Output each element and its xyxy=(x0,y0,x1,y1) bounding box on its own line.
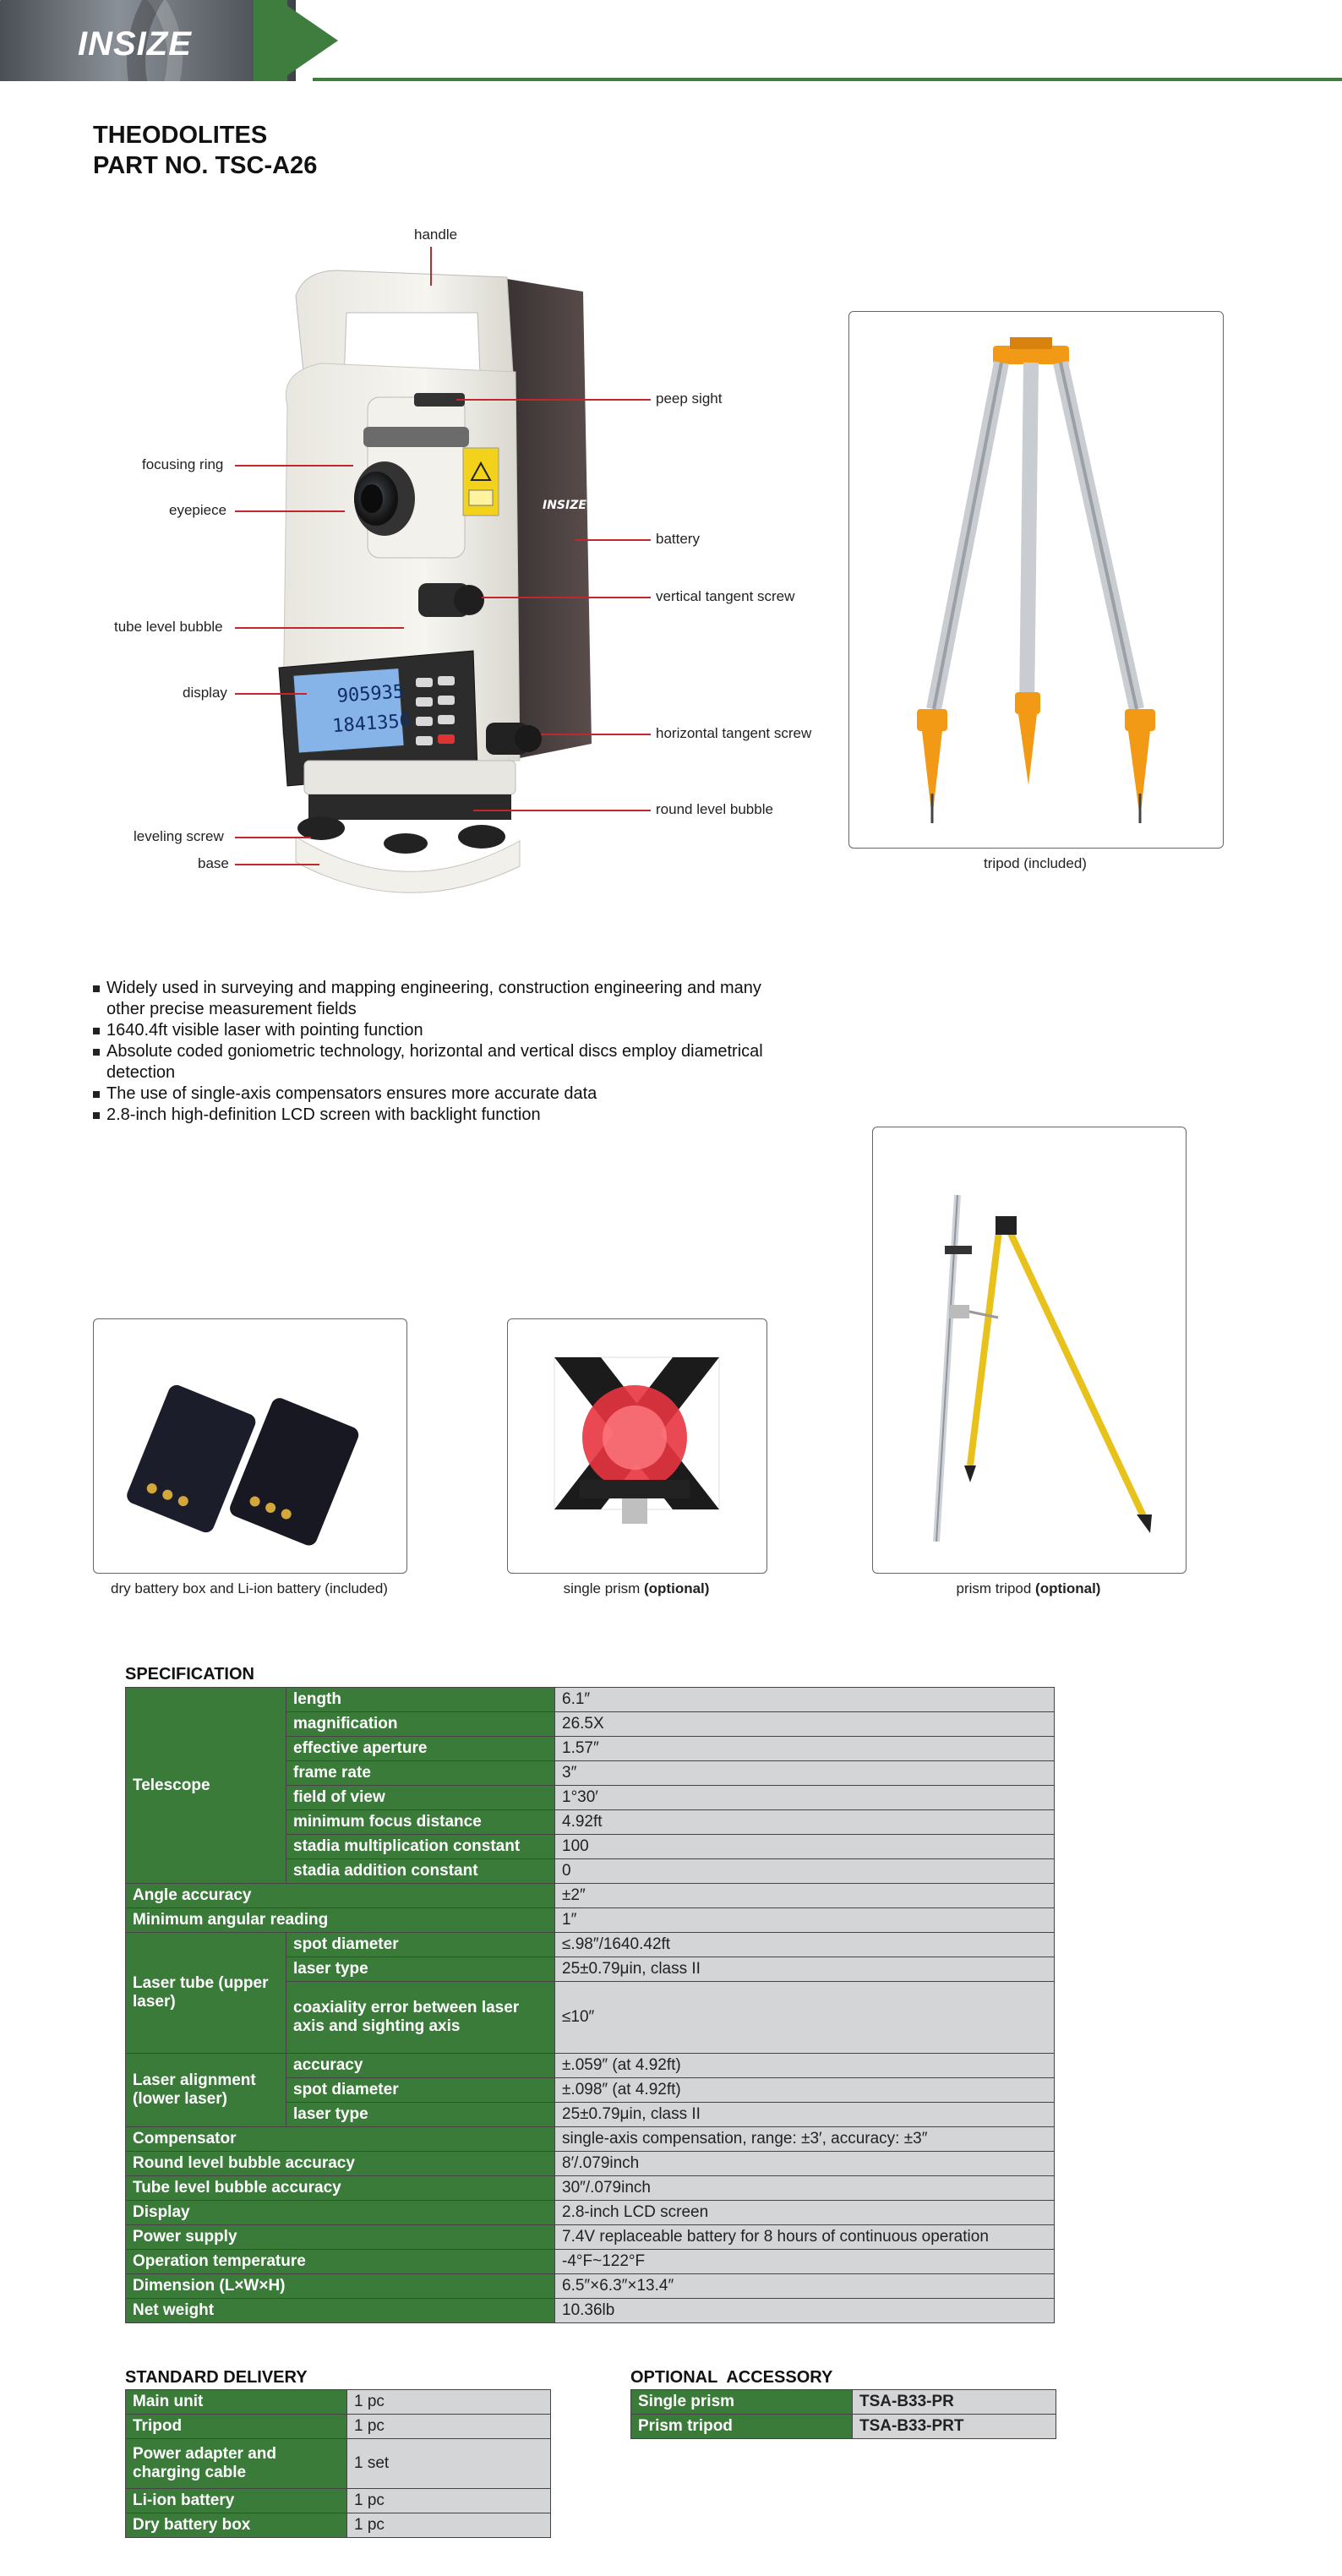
callout-line xyxy=(235,837,311,838)
prism-drawing xyxy=(508,1319,766,1573)
callout-vertical-tangent-screw: vertical tangent screw xyxy=(656,588,795,604)
prism-tripod-caption-bold: (optional) xyxy=(1035,1580,1101,1596)
spec-value: ≤10″ xyxy=(555,1982,1055,2054)
prism-tripod-caption-text: prism tripod xyxy=(956,1580,1036,1596)
spec-key: accuracy xyxy=(286,2054,555,2078)
header-banner xyxy=(0,0,1342,85)
feature-item: 2.8-inch high-definition LCD screen with backlight function xyxy=(93,1105,769,1126)
spec-value: 100 xyxy=(555,1835,1055,1859)
table-row xyxy=(126,2299,1055,2323)
table-row xyxy=(126,2489,551,2513)
table-row xyxy=(126,2152,1055,2176)
brand-logo: INSIZE xyxy=(78,25,192,63)
delivery-key: Power adapter and charging cable xyxy=(126,2439,347,2489)
spec-value: ±.098″ (at 4.92ft) xyxy=(555,2078,1055,2103)
page-title xyxy=(93,120,317,181)
callout-battery: battery xyxy=(656,531,700,547)
battery-caption: dry battery box and Li-ion battery (included) xyxy=(111,1580,388,1596)
table-row xyxy=(126,2127,1055,2152)
spec-value: 6.5″×6.3″×13.4″ xyxy=(555,2274,1055,2299)
spec-group: Telescope xyxy=(126,1688,286,1884)
spec-key: length xyxy=(286,1688,555,1712)
callout-line xyxy=(482,597,651,598)
spec-value: 25±0.79μin, class II xyxy=(555,2103,1055,2127)
spec-key: Dimension (L×W×H) xyxy=(126,2274,555,2299)
callout-line xyxy=(235,864,319,865)
table-row xyxy=(126,2390,551,2415)
spec-value: 1°30′ xyxy=(555,1786,1055,1810)
tripod-caption: tripod (included) xyxy=(984,855,1087,871)
spec-key: stadia addition constant xyxy=(286,1859,555,1884)
spec-value: 1.57″ xyxy=(555,1737,1055,1761)
spec-key: Display xyxy=(126,2201,555,2225)
spec-value: 26.5X xyxy=(555,1712,1055,1737)
spec-key: Net weight xyxy=(126,2299,555,2323)
table-row xyxy=(126,2274,1055,2299)
spec-value: 4.92ft xyxy=(555,1810,1055,1835)
spec-key: minimum focus distance xyxy=(286,1810,555,1835)
callout-line xyxy=(235,693,307,695)
prism-caption-bold: (optional) xyxy=(644,1580,710,1596)
spec-value: 6.1″ xyxy=(555,1688,1055,1712)
feature-item: Absolute coded goniometric technology, horizontal and vertical discs employ diametrical detection xyxy=(93,1041,769,1083)
callout-line xyxy=(235,627,404,629)
feature-item: 1640.4ft visible laser with pointing function xyxy=(93,1020,769,1041)
callout-round-level-bubble: round level bubble xyxy=(656,801,773,817)
spec-heading: SPECIFICATION xyxy=(125,1665,254,1684)
table-row xyxy=(126,2250,1055,2274)
table-row xyxy=(126,2415,551,2439)
spec-key: Minimum angular reading xyxy=(126,1908,555,1933)
callout-line xyxy=(575,539,651,541)
callout-line xyxy=(456,399,651,401)
table-row xyxy=(126,2176,1055,2201)
feature-item: The use of single-axis compensators ensures more accurate data xyxy=(93,1083,769,1105)
prism-caption xyxy=(507,1580,766,1597)
spec-key: stadia multiplication constant xyxy=(286,1835,555,1859)
delivery-value: 1 pc xyxy=(347,2489,551,2513)
theodolite-drawing xyxy=(228,245,625,938)
delivery-value: 1 pc xyxy=(347,2415,551,2439)
table-row xyxy=(126,2439,551,2489)
prism-tripod-frame xyxy=(872,1127,1187,1574)
spec-key: Power supply xyxy=(126,2225,555,2250)
spec-value: 10.36lb xyxy=(555,2299,1055,2323)
spec-key: magnification xyxy=(286,1712,555,1737)
callout-peep-sight: peep sight xyxy=(656,390,723,407)
spec-value: 0 xyxy=(555,1859,1055,1884)
table-row xyxy=(631,2415,1056,2439)
delivery-key: Li-ion battery xyxy=(126,2489,347,2513)
spec-key: spot diameter xyxy=(286,1933,555,1957)
spec-value: 2.8-inch LCD screen xyxy=(555,2201,1055,2225)
accessory-key: Single prism xyxy=(631,2390,853,2415)
feature-item: Widely used in surveying and mapping engineering, construction engineering and many other precise measurement fields xyxy=(93,978,769,1020)
callout-handle: handle xyxy=(414,226,458,243)
table-row xyxy=(126,2225,1055,2250)
callout-line xyxy=(235,510,345,512)
spec-key: laser type xyxy=(286,1957,555,1982)
spec-value: 1″ xyxy=(555,1908,1055,1933)
spec-key: frame rate xyxy=(286,1761,555,1786)
accessory-value: TSA-B33-PR xyxy=(853,2390,1056,2415)
spec-key: laser type xyxy=(286,2103,555,2127)
callout-leveling-screw: leveling screw xyxy=(134,828,224,844)
spec-key: effective aperture xyxy=(286,1737,555,1761)
spec-key: Angle accuracy xyxy=(126,1884,555,1908)
spec-key: field of view xyxy=(286,1786,555,1810)
delivery-table xyxy=(125,2389,551,2538)
accessory-value: TSA-B33-PRT xyxy=(853,2415,1056,2439)
callout-line xyxy=(430,247,432,286)
callout-line xyxy=(473,810,651,811)
spec-value: 30″/.079inch xyxy=(555,2176,1055,2201)
spec-value: single-axis compensation, range: ±3′, accuracy: ±3″ xyxy=(555,2127,1055,2152)
table-row xyxy=(631,2390,1056,2415)
prism-frame xyxy=(507,1318,767,1574)
delivery-value: 1 set xyxy=(347,2439,551,2489)
screen-line1: 905935 xyxy=(336,681,406,707)
callout-eyepiece: eyepiece xyxy=(169,502,227,518)
device-badge: INSIZE xyxy=(543,499,586,512)
spec-group: Laser alignment (lower laser) xyxy=(126,2054,286,2127)
feature-list xyxy=(93,978,769,1126)
spec-value: ≤.98″/1640.42ft xyxy=(555,1933,1055,1957)
spec-key: spot diameter xyxy=(286,2078,555,2103)
screen-line2: 1841350 xyxy=(331,710,412,738)
prism-caption-text: single prism xyxy=(563,1580,644,1596)
delivery-value: 1 pc xyxy=(347,2390,551,2415)
callout-tube-level-bubble: tube level bubble xyxy=(114,619,223,635)
spec-key: Operation temperature xyxy=(126,2250,555,2274)
spec-key: Compensator xyxy=(126,2127,555,2152)
prism-tripod-drawing xyxy=(873,1127,1186,1573)
table-row xyxy=(126,1908,1055,1933)
table-row xyxy=(126,1884,1055,1908)
theodolite-image xyxy=(228,245,625,938)
spec-value: -4°F~122°F xyxy=(555,2250,1055,2274)
spec-value: 7.4V replaceable battery for 8 hours of continuous operation xyxy=(555,2225,1055,2250)
battery-drawing xyxy=(94,1319,406,1573)
header-chevron xyxy=(279,0,338,81)
battery-frame xyxy=(93,1318,407,1574)
title-line1: THEODOLITES xyxy=(93,122,268,149)
spec-key: Tube level bubble accuracy xyxy=(126,2176,555,2201)
table-row xyxy=(126,2054,1055,2078)
callout-display: display xyxy=(183,685,227,701)
spec-group: Laser tube (upper laser) xyxy=(126,1933,286,2054)
spec-value: 8′/.079inch xyxy=(555,2152,1055,2176)
table-row xyxy=(126,1688,1055,1712)
table-row xyxy=(126,1933,1055,1957)
accessory-key: Prism tripod xyxy=(631,2415,853,2439)
title-line2: PART NO. TSC-A26 xyxy=(93,152,318,179)
header-rule xyxy=(313,78,1342,81)
callout-base: base xyxy=(198,855,229,871)
spec-value: ±.059″ (at 4.92ft) xyxy=(555,2054,1055,2078)
spec-key: coaxiality error between laser axis and sighting axis xyxy=(286,1982,555,2054)
spec-value: ±2″ xyxy=(555,1884,1055,1908)
tripod-frame xyxy=(848,311,1224,849)
callout-line xyxy=(235,465,353,467)
delivery-value: 1 pc xyxy=(347,2513,551,2538)
table-row xyxy=(126,2513,551,2538)
spec-value: 25±0.79μin, class II xyxy=(555,1957,1055,1982)
table-row xyxy=(126,2201,1055,2225)
callout-focusing-ring: focusing ring xyxy=(142,456,224,472)
delivery-key: Tripod xyxy=(126,2415,347,2439)
callout-line xyxy=(541,734,651,735)
spec-table xyxy=(125,1687,1055,2323)
tripod-drawing xyxy=(849,312,1223,848)
delivery-heading: STANDARD DELIVERY xyxy=(125,2368,308,2387)
delivery-key: Dry battery box xyxy=(126,2513,347,2538)
prism-tripod-caption xyxy=(872,1580,1185,1597)
spec-value: 3″ xyxy=(555,1761,1055,1786)
callout-horizontal-tangent-screw: horizontal tangent screw xyxy=(656,725,812,741)
accessory-table xyxy=(630,2389,1056,2439)
delivery-key: Main unit xyxy=(126,2390,347,2415)
spec-key: Round level bubble accuracy xyxy=(126,2152,555,2176)
accessory-heading: OPTIONAL ACCESSORY xyxy=(630,2368,833,2387)
